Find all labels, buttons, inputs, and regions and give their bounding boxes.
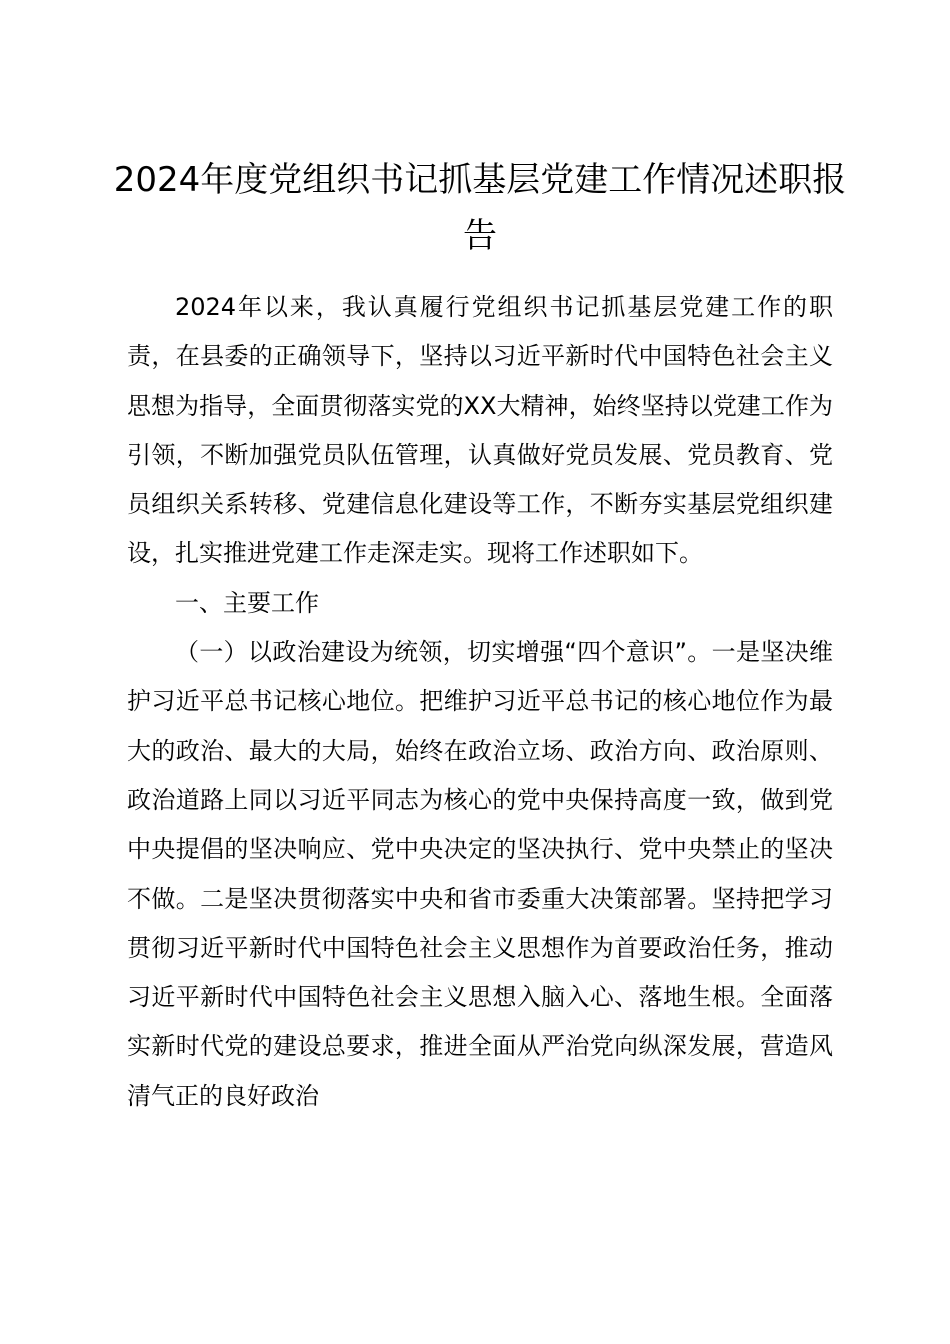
document-body — [127, 283, 833, 1121]
intro-paragraph: 2024年以来，我认真履行党组织书记抓基层党建工作的职责，在县委的正确领导下，坚持以习近平新时代中国特色社会主义思想为指导，全面贯彻落实党的XX大精神，始终坚持以党建工作为引领，不断加强党员队伍管理，认真做好党员发展、党员教育、党员组织关系转移、党建信息化建设等工作，不断夯实基层党组织建设，扎实推进党建工作走深走实。现将工作述职如下。 — [127, 293, 833, 568]
body-paragraph: （一）以政治建设为统领，切实增强“四个意识”。一是坚决维护习近平总书记核心地位。把维护习近平总书记的核心地位作为最大的政治、最大的大局，始终在政治立场、政治方向、政治原则、政治道路上同以习近平同志为核心的党中央保持高度一致，做到党中央提倡的坚决响应、党中央决定的坚决执行、党中央禁止的坚决不做。二是坚决贯彻落实中央和省市委重大决策部署。坚持把学习贯彻习近平新时代中国特色社会主义思想作为首要政治任务，推动习近平新时代中国特色社会主义思想入脑入心、落地生根。全面落实新时代党的建设总要求，推进全面从严治党向纵深发展，营造风清气正的良好政治 — [127, 638, 833, 1110]
section-heading: 一、主要工作 — [175, 588, 319, 617]
document-title: 2024年度党组织书记抓基层党建工作情况述职报告 — [113, 160, 847, 256]
